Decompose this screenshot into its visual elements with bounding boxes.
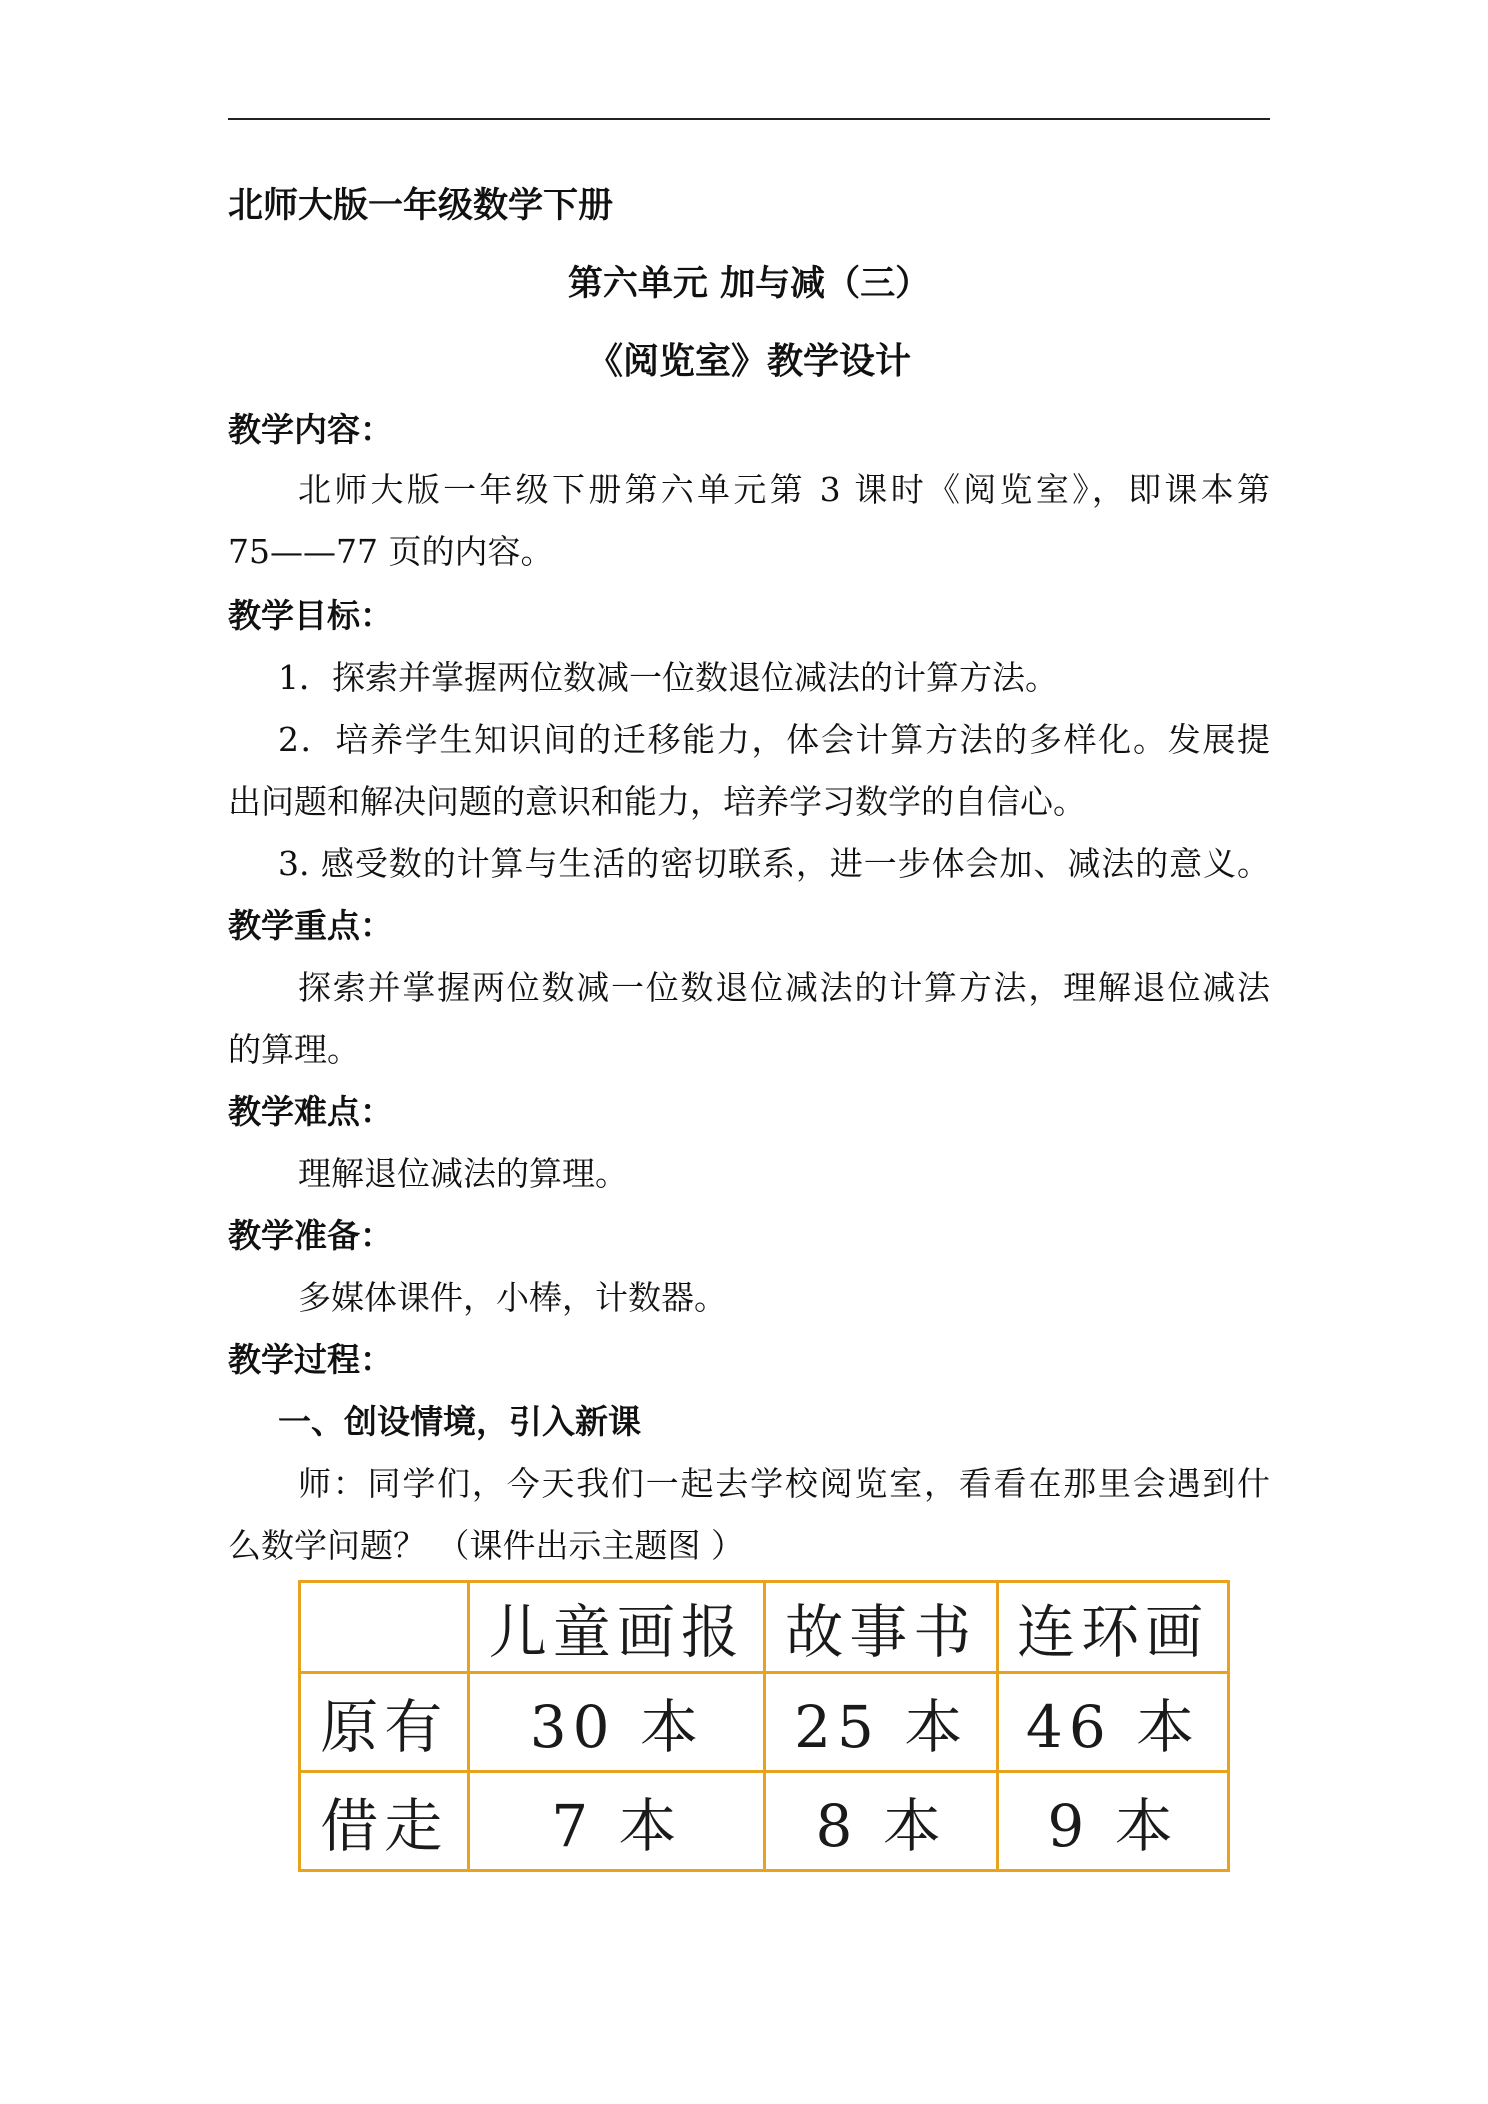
- book-table: [298, 1580, 1230, 1872]
- table-cell: 9 本: [998, 1772, 1229, 1871]
- content-heading: 教学内容：: [228, 410, 393, 449]
- table-row-label: 原有: [300, 1673, 469, 1772]
- key-points-line-1: 探索并掌握两位数减一位数退位减法的计算方法，理解退位减法: [298, 968, 1270, 1007]
- content-line-1: 北师大版一年级下册第六单元第 3 课时《阅览室》，即课本第: [298, 470, 1270, 509]
- table-cell: 25 本: [765, 1673, 998, 1772]
- key-points-line-2: 的算理。: [228, 1030, 360, 1069]
- process-line-2: 么数学问题？ （课件出示主题图 ）: [228, 1526, 744, 1565]
- content-line-2: 75——77 页的内容。: [228, 532, 554, 571]
- table-cell: 7 本: [469, 1772, 765, 1871]
- series-title: 北师大版一年级数学下册: [228, 186, 614, 226]
- difficulties-line-1: 理解退位减法的算理。: [298, 1154, 628, 1193]
- table-cell: 8 本: [765, 1772, 998, 1871]
- preparation-heading: 教学准备：: [228, 1216, 393, 1255]
- goal-item-2-line-1: 2．培养学生知识间的迁移能力，体会计算方法的多样化。发展提: [278, 720, 1270, 759]
- document-page: [228, 0, 1270, 2104]
- goal-item-1: 1．探索并掌握两位数减一位数退位减法的计算方法。: [278, 658, 1058, 697]
- table-cell: 46 本: [998, 1673, 1229, 1772]
- table-row-label: 借走: [300, 1772, 469, 1871]
- table-header-row: [300, 1582, 1229, 1673]
- process-section-1: 一、创设情境，引入新课: [278, 1402, 641, 1441]
- key-points-heading: 教学重点：: [228, 906, 393, 945]
- goals-heading: 教学目标：: [228, 596, 393, 635]
- table-row: [300, 1772, 1229, 1871]
- table-cell: 30 本: [469, 1673, 765, 1772]
- process-line-1: 师：同学们，今天我们一起去学校阅览室，看看在那里会遇到什: [298, 1464, 1270, 1503]
- goal-item-3: 3. 感受数的计算与生活的密切联系，进一步体会加、减法的意义。: [278, 844, 1270, 883]
- goal-item-2-line-2: 出问题和解决问题的意识和能力，培养学习数学的自信心。: [228, 782, 1086, 821]
- table-header-cell: 故事书: [765, 1582, 998, 1673]
- table-corner-cell: [300, 1582, 469, 1673]
- header-rule: [228, 118, 1270, 120]
- unit-title: 第六单元 加与减（三）: [567, 264, 931, 304]
- difficulties-heading: 教学难点：: [228, 1092, 393, 1131]
- process-heading: 教学过程：: [228, 1340, 393, 1379]
- preparation-line-1: 多媒体课件，小棒，计数器。: [298, 1278, 727, 1317]
- table-header-cell: 连环画: [998, 1582, 1229, 1673]
- table-header-cell: 儿童画报: [469, 1582, 765, 1673]
- table-row: [300, 1673, 1229, 1772]
- lesson-title: 《阅览室》教学设计: [586, 341, 911, 382]
